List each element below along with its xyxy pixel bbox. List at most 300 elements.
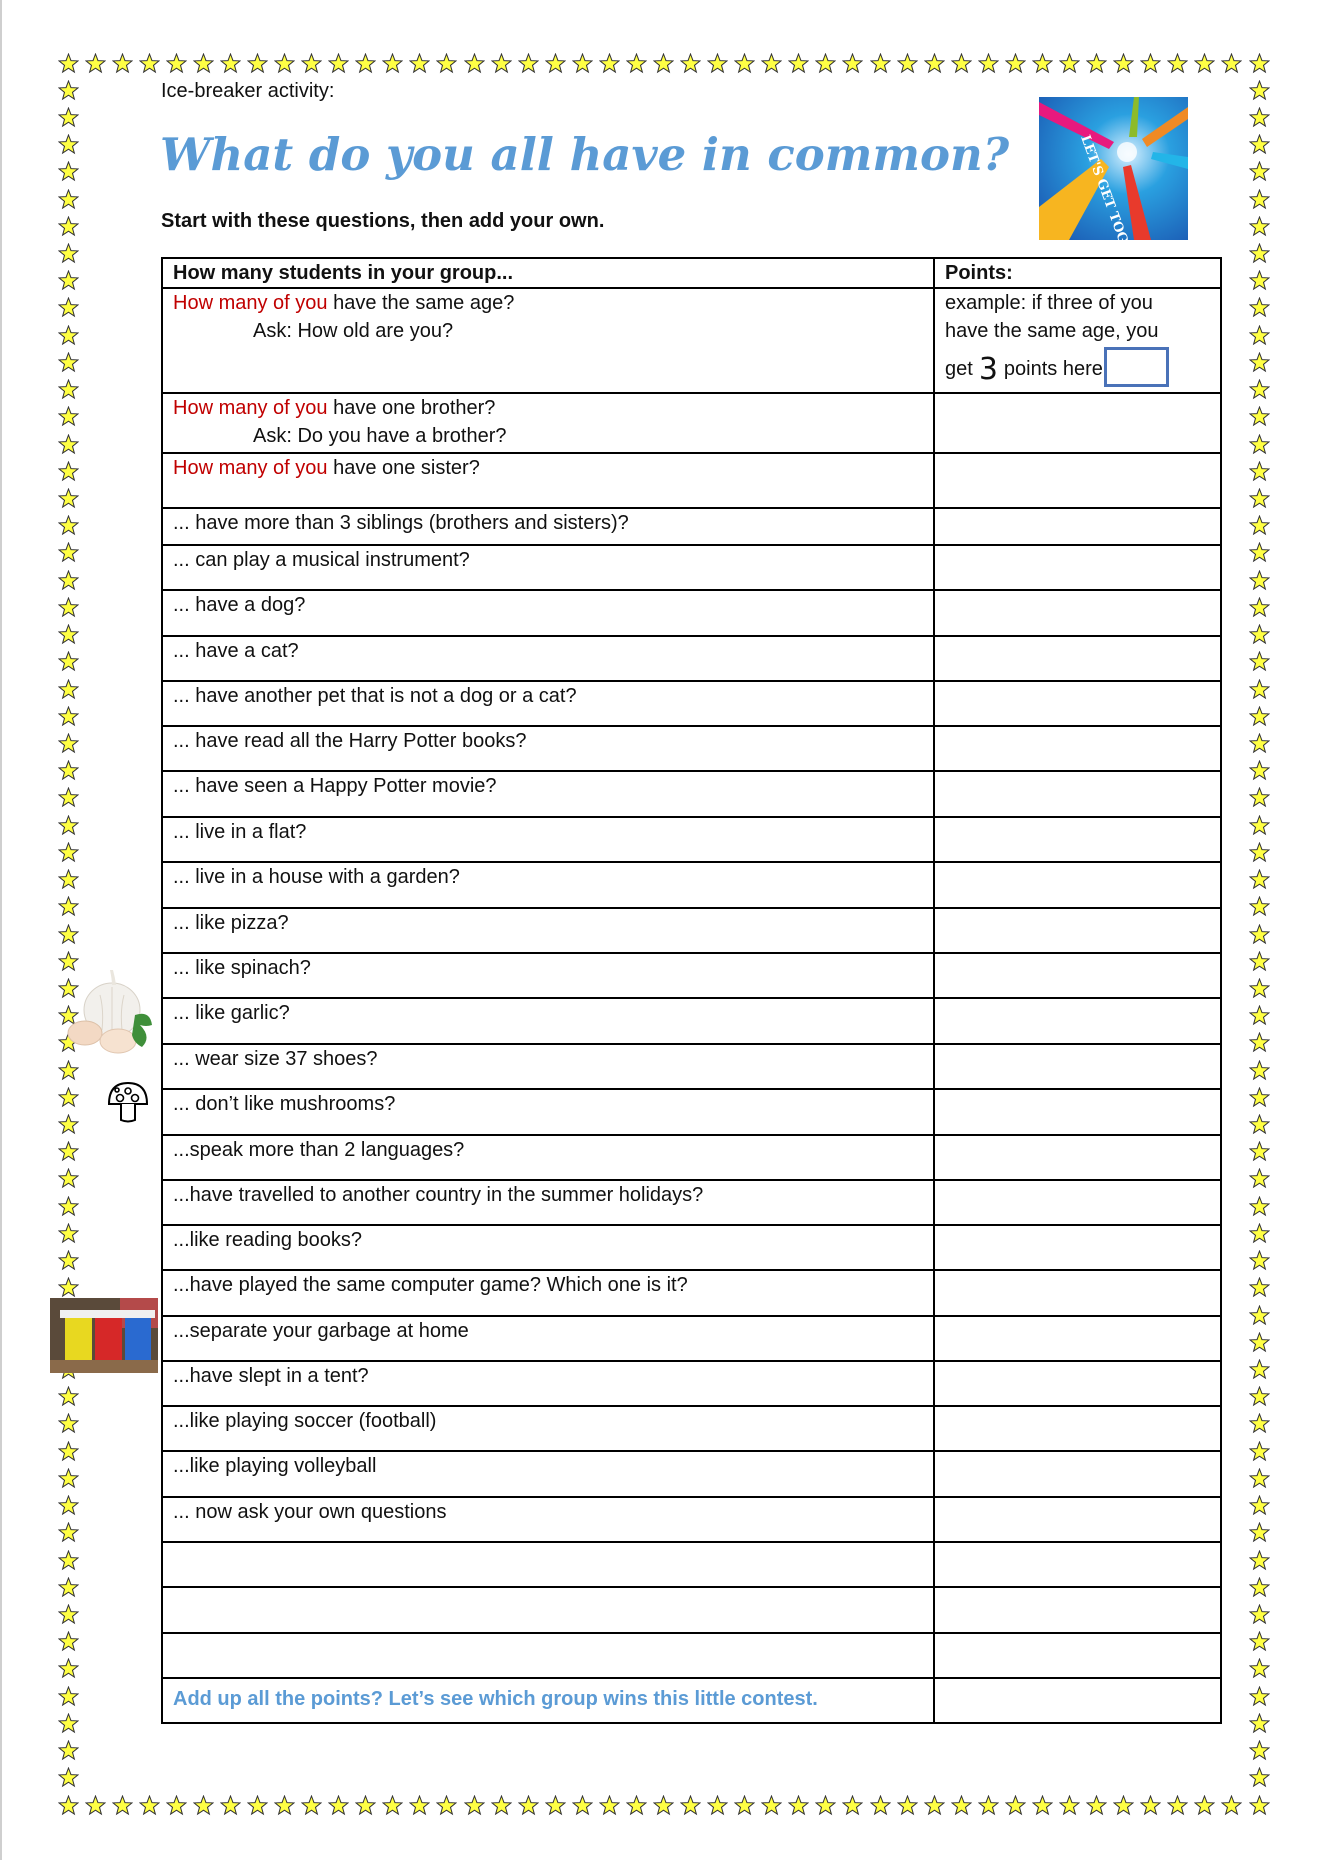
star-icon [58,1468,79,1489]
star-icon [1249,107,1270,128]
star-icon [58,1060,79,1081]
total-points-cell[interactable] [934,1678,1221,1723]
star-icon [1249,406,1270,427]
garlic-icon [60,965,158,1057]
star-icon [1249,570,1270,591]
star-icon [58,1577,79,1598]
star-icon [1249,515,1270,536]
star-icon [58,134,79,155]
star-icon [1249,815,1270,836]
star-icon [1113,53,1134,74]
table-row [162,862,1221,908]
star-icon [58,53,79,74]
star-icon [1249,842,1270,863]
question-cell: ... have a cat? [162,636,934,681]
star-icon [1249,896,1270,917]
recycling-bins-icon [50,1298,158,1373]
table-row [162,1089,1221,1135]
star-icon [58,1767,79,1788]
table-row [162,771,1221,817]
star-icon [707,1795,728,1816]
points-cell[interactable] [934,726,1221,771]
star-icon [978,1795,999,1816]
star-icon [58,679,79,700]
points-cell[interactable] [934,1089,1221,1135]
star-icon [951,1795,972,1816]
star-icon [545,53,566,74]
star-icon [518,53,539,74]
question-cell [162,393,934,453]
points-cell[interactable] [934,1316,1221,1361]
star-icon [85,1795,106,1816]
star-icon [1249,706,1270,727]
table-header-row [162,258,1221,288]
points-cell[interactable] [934,1044,1221,1089]
star-icon [112,53,133,74]
points-example-cell [934,288,1221,393]
mushroom-icon [106,1080,150,1124]
star-icon [1249,134,1270,155]
points-cell[interactable] [934,636,1221,681]
star-icon [1167,1795,1188,1816]
star-icon [897,1795,918,1816]
star-icon [815,1795,836,1816]
star-icon [193,53,214,74]
star-icon [815,53,836,74]
points-cell[interactable] [934,817,1221,862]
star-icon [1249,189,1270,210]
star-icon [382,53,403,74]
star-icon [58,1604,79,1625]
points-cell[interactable] [934,508,1221,545]
star-icon [58,1277,79,1298]
star-icon [58,352,79,373]
star-icon [842,1795,863,1816]
star-icon [788,53,809,74]
lets-get-together-logo [1039,97,1188,240]
star-icon [58,815,79,836]
star-icon [382,1795,403,1816]
star-icon [112,1795,133,1816]
table-row [162,908,1221,953]
star-icon [58,189,79,210]
star-icon [924,53,945,74]
question-text: have the same age? [327,292,515,314]
example-number: 3 [978,352,998,387]
star-icon [58,1114,79,1135]
star-icon [58,570,79,591]
star-icon [1249,679,1270,700]
table-footer-row [162,1678,1221,1723]
points-cell[interactable] [934,862,1221,908]
star-icon [1249,1468,1270,1489]
star-icon [409,1795,430,1816]
star-icon [1032,53,1053,74]
star-icon [58,161,79,182]
star-icon [1249,1060,1270,1081]
star-icon [58,1250,79,1271]
star-icon [1249,1141,1270,1162]
star-icon [1249,352,1270,373]
star-icon [1249,1740,1270,1761]
star-icon [1140,1795,1161,1816]
star-icon [1249,1277,1270,1298]
star-icon [1249,1550,1270,1571]
star-icon [436,53,457,74]
star-icon [1249,1767,1270,1788]
star-icon [545,1795,566,1816]
question-cell: ...separate your garbage at home [162,1316,934,1361]
star-icon [464,1795,485,1816]
star-icon [58,1713,79,1734]
star-icon [58,651,79,672]
table-row [162,1542,1221,1587]
star-icon [1249,924,1270,945]
star-icon [58,1386,79,1407]
star-icon [464,53,485,74]
table-row [162,681,1221,726]
star-icon [58,434,79,455]
star-icon [1005,53,1026,74]
star-icon [58,1631,79,1652]
question-cell: ... have another pet that is not a dog or a cat? [162,681,934,726]
points-cell[interactable] [934,545,1221,590]
star-icon [842,53,863,74]
points-cell[interactable] [934,1633,1221,1678]
star-icon [1249,624,1270,645]
star-icon [166,53,187,74]
star-icon [870,53,891,74]
star-icon [1194,53,1215,74]
star-icon [58,597,79,618]
star-icon [1221,53,1242,74]
star-icon [1249,1522,1270,1543]
question-cell: ... like garlic? [162,998,934,1044]
points-cell[interactable] [934,953,1221,998]
star-icon [274,53,295,74]
question-cell: ... live in a flat? [162,817,934,862]
star-icon [1249,53,1270,74]
star-icon [58,869,79,890]
star-icon [626,53,647,74]
page-edge [0,0,2,1860]
table-row [162,453,1221,508]
star-icon [58,542,79,563]
page-title: What do you all have in common? [160,128,1010,181]
star-icon [58,515,79,536]
question-cell: ... don’t like mushrooms? [162,1089,934,1135]
star-icon [1249,243,1270,264]
example-answer-box[interactable] [1104,347,1169,387]
ask-prompt: Ask: How old are you? [253,320,454,342]
points-cell[interactable] [934,681,1221,726]
star-icon [58,1686,79,1707]
star-icon [870,1795,891,1816]
star-icon [1249,1577,1270,1598]
question-cell: ... have a dog? [162,590,934,636]
question-cell: ...have slept in a tent? [162,1361,934,1406]
star-icon [626,1795,647,1816]
star-icon [734,1795,755,1816]
star-icon [301,1795,322,1816]
star-icon [1249,651,1270,672]
star-icon [680,1795,701,1816]
star-icon [1249,297,1270,318]
question-column-header: How many students in your group... [162,258,934,288]
star-icon [1249,1386,1270,1407]
table-row [162,1135,1221,1180]
star-icon [951,53,972,74]
points-cell[interactable] [934,1497,1221,1542]
star-icon [355,1795,376,1816]
star-icon [1032,1795,1053,1816]
points-cell[interactable] [934,1587,1221,1633]
star-icon [1249,787,1270,808]
star-icon [1221,1795,1242,1816]
star-icon [58,379,79,400]
star-icon [1249,1250,1270,1271]
star-icon [85,53,106,74]
star-icon [58,706,79,727]
star-icon [599,53,620,74]
question-cell: ... have more than 3 siblings (brothers and sisters)? [162,508,934,545]
points-cell[interactable] [934,771,1221,817]
star-icon [58,243,79,264]
star-icon [58,1495,79,1516]
star-icon [1249,270,1270,291]
table-row [162,1633,1221,1678]
star-icon [1249,1441,1270,1462]
star-icon [220,53,241,74]
question-cell: ...like reading books? [162,1225,934,1270]
star-icon [491,1795,512,1816]
star-icon [1249,1413,1270,1434]
star-icon [58,1658,79,1679]
table-row [162,288,1221,393]
table-row [162,636,1221,681]
question-cell: ... like pizza? [162,908,934,953]
activity-label: Ice-breaker activity: [161,80,335,102]
star-icon [58,760,79,781]
total-points-note: Add up all the points? Let’s see which group wins this little contest. [162,1678,934,1723]
ask-prompt: Ask: Do you have a brother? [253,425,507,447]
star-icon [1249,733,1270,754]
points-cell[interactable] [934,1451,1221,1497]
star-icon [761,1795,782,1816]
star-icon [1249,1005,1270,1026]
points-cell[interactable] [934,453,1221,508]
star-icon [58,325,79,346]
table-row [162,1587,1221,1633]
star-icon [58,1168,79,1189]
star-icon [1249,542,1270,563]
star-icon [1059,1795,1080,1816]
own-question-cell[interactable] [162,1587,934,1633]
star-icon [301,53,322,74]
points-cell[interactable] [934,1135,1221,1180]
star-icon [1249,1087,1270,1108]
star-icon [58,624,79,645]
star-icon [518,1795,539,1816]
points-cell[interactable] [934,908,1221,953]
star-icon [58,924,79,945]
star-icon [58,842,79,863]
star-icon [680,53,701,74]
question-text: have one brother? [327,397,496,419]
table-row [162,1270,1221,1316]
question-cell: ... can play a musical instrument? [162,545,934,590]
table-row [162,953,1221,998]
star-icon [193,1795,214,1816]
table-row [162,508,1221,545]
points-column-header: Points: [934,258,1221,288]
star-icon [572,53,593,74]
question-cell: ...have played the same computer game? Which one is it? [162,1270,934,1316]
star-icon [978,53,999,74]
points-cell[interactable] [934,590,1221,636]
star-icon [1249,461,1270,482]
star-icon [1059,53,1080,74]
star-icon [58,80,79,101]
star-icon [1249,1114,1270,1135]
star-icon [1249,1795,1270,1816]
star-icon [58,1795,79,1816]
points-cell[interactable] [934,1180,1221,1225]
star-icon [1249,325,1270,346]
table-row [162,393,1221,453]
star-icon [1249,597,1270,618]
star-icon [1249,1032,1270,1053]
star-icon [1249,379,1270,400]
star-icon [788,1795,809,1816]
question-table [161,257,1222,1724]
star-icon [328,53,349,74]
star-icon [761,53,782,74]
question-cell: ... live in a house with a garden? [162,862,934,908]
star-icon [1249,1223,1270,1244]
star-icon [1249,1604,1270,1625]
points-cell[interactable] [934,393,1221,453]
table-row [162,1044,1221,1089]
star-icon [139,53,160,74]
table-row [162,1406,1221,1451]
star-icon [58,216,79,237]
question-lead: How many of you [173,292,328,314]
star-icon [1113,1795,1134,1816]
own-question-cell[interactable] [162,1542,934,1587]
star-icon [58,406,79,427]
star-icon [1249,1168,1270,1189]
star-icon [1249,488,1270,509]
star-icon [491,53,512,74]
star-icon [1249,978,1270,999]
star-icon [58,270,79,291]
points-cell[interactable] [934,1542,1221,1587]
points-cell[interactable] [934,1225,1221,1270]
own-question-cell[interactable] [162,1633,934,1678]
star-icon [328,1795,349,1816]
star-icon [1140,53,1161,74]
points-cell[interactable] [934,1361,1221,1406]
star-icon [1249,760,1270,781]
table-row [162,1451,1221,1497]
star-icon [1249,951,1270,972]
star-icon [1249,1495,1270,1516]
star-icon [1249,1359,1270,1380]
star-icon [58,488,79,509]
question-cell: ... like spinach? [162,953,934,998]
question-cell: ... wear size 37 shoes? [162,1044,934,1089]
table-row [162,1361,1221,1406]
star-icon [1249,1305,1270,1326]
table-row [162,1316,1221,1361]
star-icon [1194,1795,1215,1816]
star-icon [1249,216,1270,237]
instructions: Start with these questions, then add your own. [161,210,605,232]
question-cell: ...like playing volleyball [162,1451,934,1497]
question-cell: ...like playing soccer (football) [162,1406,934,1451]
star-icon [58,1141,79,1162]
star-icon [1249,1686,1270,1707]
table-row [162,817,1221,862]
example-line-2: have the same age, you [945,320,1159,342]
star-icon [166,1795,187,1816]
question-cell [162,453,934,508]
star-icon [1086,53,1107,74]
star-icon [1005,1795,1026,1816]
table-row [162,998,1221,1044]
star-icon [58,787,79,808]
question-text: have one sister? [327,457,480,479]
star-icon [58,1413,79,1434]
star-icon [1249,1332,1270,1353]
points-cell[interactable] [934,1270,1221,1316]
star-icon [1249,1713,1270,1734]
star-icon [1249,1658,1270,1679]
star-icon [409,53,430,74]
question-cell: ...have travelled to another country in the summer holidays? [162,1180,934,1225]
star-icon [58,1196,79,1217]
star-icon [58,1522,79,1543]
star-icon [274,1795,295,1816]
points-cell[interactable] [934,1406,1221,1451]
table-row [162,590,1221,636]
star-icon [58,896,79,917]
star-icon [707,53,728,74]
table-row [162,545,1221,590]
star-icon [1249,869,1270,890]
star-icon [653,1795,674,1816]
star-icon [1249,1196,1270,1217]
table-row [162,1180,1221,1225]
question-lead: How many of you [173,457,328,479]
points-cell[interactable] [934,998,1221,1044]
star-icon [58,1087,79,1108]
star-icon [1249,434,1270,455]
star-icon [58,1223,79,1244]
star-icon [897,53,918,74]
star-icon [58,1740,79,1761]
star-icon [1249,80,1270,101]
star-icon [1086,1795,1107,1816]
question-cell: ... have seen a Happy Potter movie? [162,771,934,817]
star-icon [58,733,79,754]
example-post: points here [1003,358,1103,380]
star-icon [1249,1631,1270,1652]
table-row [162,1225,1221,1270]
star-icon [139,1795,160,1816]
star-icon [924,1795,945,1816]
